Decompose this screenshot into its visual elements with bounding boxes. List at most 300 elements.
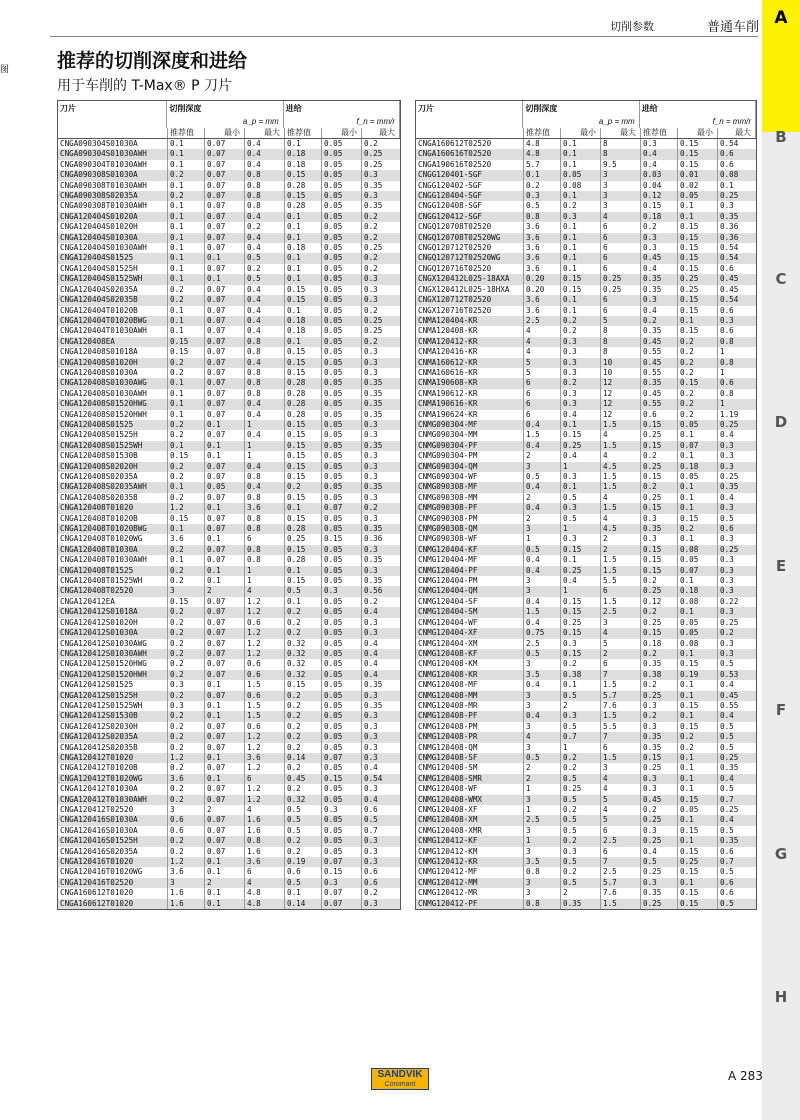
value-cell: 0.2 bbox=[168, 722, 205, 732]
table-row bbox=[416, 410, 756, 420]
table-row bbox=[58, 753, 400, 763]
value-cell: 5.5 bbox=[601, 722, 641, 732]
value-cell: 0.1 bbox=[168, 212, 205, 222]
value-cell: 0.05 bbox=[322, 691, 362, 701]
value-cell: 0.35 bbox=[364, 482, 383, 492]
value-cell: 0.07 bbox=[322, 753, 362, 763]
insert-code-cell: CNMG090304-PM bbox=[416, 451, 524, 461]
value-cell: 0.05 bbox=[322, 233, 362, 243]
value-cell: 0.05 bbox=[322, 306, 362, 316]
value-cell: 4 bbox=[601, 784, 641, 794]
value-cell: 1.2 bbox=[245, 743, 285, 753]
value-cell: 2 bbox=[601, 649, 641, 659]
value-cell: 0.15 bbox=[285, 441, 322, 451]
tab-e[interactable]: E bbox=[775, 557, 787, 575]
value-cell: 0.07 bbox=[205, 847, 245, 857]
value-cell: 0.07 bbox=[205, 732, 245, 742]
value-cell: 0.04 bbox=[641, 181, 678, 191]
value-cell: 0.4 bbox=[641, 306, 678, 316]
value-cell: 0.3 bbox=[561, 534, 601, 544]
insert-code-cell: CNGA120412EA bbox=[58, 597, 168, 607]
value-cell: 0.15 bbox=[678, 160, 718, 170]
header-divider bbox=[50, 36, 758, 37]
value-cell: 0.56 bbox=[364, 586, 383, 596]
value-cell: 1.5 bbox=[524, 430, 561, 440]
table-row bbox=[58, 566, 400, 576]
value-cell: 0.2 bbox=[168, 493, 205, 503]
insert-code-cell: CNGA120412S01525H bbox=[58, 691, 168, 701]
value-cell: 0.4 bbox=[641, 264, 678, 274]
insert-code-cell: CNGG120412-SGF bbox=[416, 212, 524, 222]
insert-code-cell: CNMA120408-KR bbox=[416, 326, 524, 336]
insert-code-cell: CNGA090304T01030AWH bbox=[58, 160, 168, 170]
value-cell: 0.15 bbox=[285, 545, 322, 555]
value-cell: 0.35 bbox=[364, 388, 383, 398]
value-cell: 0.25 bbox=[720, 472, 739, 481]
value-cell: 0.15 bbox=[641, 545, 678, 555]
value-cell: 0.2 bbox=[168, 368, 205, 378]
insert-code-cell: CNGA120404S01525WH bbox=[58, 274, 168, 284]
value-cell: 0.6 bbox=[641, 410, 678, 420]
value-cell: 0.2 bbox=[678, 524, 718, 534]
tab-h[interactable]: H bbox=[774, 988, 788, 1006]
insert-code-cell: CNGA120408S01018A bbox=[58, 347, 168, 357]
value-cell: 0.07 bbox=[205, 389, 245, 399]
insert-code-cell: CNMG120408-KR bbox=[416, 670, 524, 680]
value-cell: 0.8 bbox=[245, 472, 285, 482]
value-cell: 0.15 bbox=[678, 847, 718, 857]
value-cell: 0.8 bbox=[245, 545, 285, 555]
value-cell: 0.15 bbox=[678, 306, 718, 316]
value-cell: 0.18 bbox=[285, 243, 322, 253]
value-cell: 4 bbox=[601, 493, 641, 503]
value-cell: 12 bbox=[601, 399, 641, 409]
insert-code-cell: CNMG090304-PF bbox=[416, 441, 524, 451]
col-insert-header: 刀片 bbox=[416, 101, 523, 116]
insert-code-cell: CNGG120402-SGF bbox=[416, 181, 524, 191]
value-cell: 0.05 bbox=[678, 191, 718, 201]
col-depth-header: 切削深度 bbox=[523, 101, 639, 116]
table-row bbox=[416, 306, 756, 316]
value-cell: 1.5 bbox=[601, 899, 641, 909]
table-row bbox=[58, 389, 400, 399]
col-feed-header: 进给 bbox=[284, 101, 400, 116]
insert-code-cell: CNMG120408-SF bbox=[416, 753, 524, 763]
sandvik-logo bbox=[371, 1068, 429, 1090]
value-cell: 2.5 bbox=[524, 815, 561, 825]
insert-code-cell: CNGA120412S01525 bbox=[58, 680, 168, 690]
value-cell: 0.07 bbox=[205, 670, 245, 680]
insert-code-cell: CNGA120408S01030AWH bbox=[58, 389, 168, 399]
value-cell: 1.6 bbox=[168, 899, 205, 909]
table-row bbox=[416, 181, 756, 191]
value-cell: 0.5 bbox=[720, 867, 734, 877]
table-row bbox=[416, 732, 756, 742]
table-row bbox=[416, 545, 756, 555]
value-cell: 2.5 bbox=[601, 867, 641, 877]
value-cell: 0.3 bbox=[641, 514, 678, 524]
value-cell: 6 bbox=[601, 243, 641, 253]
value-cell: 2 bbox=[524, 763, 561, 773]
table-row bbox=[58, 888, 400, 898]
value-cell: 0.2 bbox=[561, 659, 601, 669]
value-cell: 0.05 bbox=[322, 763, 362, 773]
value-cell: 1.5 bbox=[601, 555, 641, 565]
value-cell: 3.6 bbox=[524, 253, 561, 263]
insert-code-cell: CNMG120404-WF bbox=[416, 618, 524, 628]
value-cell: 0.07 bbox=[205, 347, 245, 357]
value-cell: 0.4 bbox=[524, 441, 561, 451]
table-row bbox=[58, 316, 400, 326]
value-cell: 0.05 bbox=[322, 826, 362, 836]
insert-code-cell: CNGA120412S02035B bbox=[58, 743, 168, 753]
value-cell: 0.05 bbox=[322, 836, 362, 846]
value-cell: 0.15 bbox=[678, 888, 718, 898]
value-cell: 0.05 bbox=[322, 181, 362, 191]
insert-code-cell: CNGA120412S02035A bbox=[58, 732, 168, 742]
value-cell: 3 bbox=[524, 701, 561, 711]
value-cell: 0.15 bbox=[285, 358, 322, 368]
value-cell: 0.8 bbox=[720, 388, 734, 398]
table-row bbox=[58, 410, 400, 420]
value-cell: 0.15 bbox=[678, 295, 718, 305]
insert-code-cell: CNMG090308-PM bbox=[416, 514, 524, 524]
insert-code-cell: CNGA120408S01530B bbox=[58, 451, 168, 461]
value-cell: 3 bbox=[601, 763, 641, 773]
value-cell: 0.05 bbox=[322, 451, 362, 461]
value-cell: 0.05 bbox=[322, 847, 362, 857]
value-cell: 0.1 bbox=[561, 160, 601, 170]
value-cell: 0.07 bbox=[678, 441, 718, 451]
value-cell: 0.2 bbox=[168, 430, 205, 440]
value-cell: 0.05 bbox=[322, 732, 362, 742]
table-row bbox=[416, 524, 756, 534]
value-cell: 0.5 bbox=[720, 742, 734, 752]
table-row bbox=[58, 659, 400, 669]
value-cell: 0.07 bbox=[205, 493, 245, 503]
tab-f[interactable]: F bbox=[775, 701, 787, 719]
value-cell: 2 bbox=[524, 774, 561, 784]
value-cell: 0.25 bbox=[364, 159, 383, 169]
value-cell: 0.3 bbox=[364, 274, 378, 284]
value-cell: 0.1 bbox=[678, 493, 718, 503]
table-row bbox=[416, 805, 756, 815]
value-cell: 0.6 bbox=[245, 691, 285, 701]
col-insert-header: 刀片 bbox=[58, 101, 167, 116]
value-cell: 0.45 bbox=[641, 337, 678, 347]
value-cell: 0.3 bbox=[364, 752, 378, 762]
value-cell: 0.4 bbox=[720, 680, 734, 690]
value-cell: 1 bbox=[524, 805, 561, 815]
table-row bbox=[58, 253, 400, 263]
value-cell: 3 bbox=[524, 878, 561, 888]
value-cell: 0.1 bbox=[561, 253, 601, 263]
table-row bbox=[58, 358, 400, 368]
value-cell: 0.08 bbox=[678, 545, 718, 555]
table-row bbox=[416, 649, 756, 659]
insert-code-cell: CNGA120408S01030AWG bbox=[58, 378, 168, 388]
value-cell: 0.07 bbox=[205, 555, 245, 565]
value-cell: 0.07 bbox=[205, 472, 245, 482]
value-cell: 6 bbox=[601, 847, 641, 857]
tab-d[interactable]: D bbox=[774, 413, 788, 431]
value-cell: 2 bbox=[205, 586, 245, 596]
value-cell: 0.54 bbox=[720, 243, 739, 253]
value-cell: 8 bbox=[601, 139, 641, 149]
value-cell: 1.5 bbox=[524, 607, 561, 617]
value-cell: 6 bbox=[524, 378, 561, 388]
insert-code-cell: CNGA190616T02520 bbox=[416, 160, 524, 170]
value-cell: 0.8 bbox=[524, 899, 561, 909]
tab-g[interactable]: G bbox=[774, 845, 788, 863]
value-cell: 0.05 bbox=[322, 462, 362, 472]
table-row bbox=[58, 451, 400, 461]
value-cell: 0.05 bbox=[322, 597, 362, 607]
value-cell: 0.25 bbox=[601, 285, 641, 295]
value-cell: 0.15 bbox=[678, 264, 718, 274]
value-cell: 0.1 bbox=[561, 555, 601, 565]
value-cell: 0.2 bbox=[168, 566, 205, 576]
value-cell: 1.2 bbox=[168, 857, 205, 867]
value-cell: 0.2 bbox=[364, 596, 378, 606]
insert-code-cell: CNGA120412S02030H bbox=[58, 722, 168, 732]
value-cell: 2.5 bbox=[524, 639, 561, 649]
value-cell: 1.5 bbox=[245, 711, 285, 721]
value-cell: 3.6 bbox=[524, 243, 561, 253]
value-cell: 0.5 bbox=[245, 274, 285, 284]
value-cell: 1.6 bbox=[245, 815, 285, 825]
value-cell: 0.3 bbox=[720, 461, 734, 471]
table-row bbox=[58, 295, 400, 305]
table-row bbox=[416, 274, 756, 284]
value-cell: 0.2 bbox=[678, 358, 718, 368]
value-cell: 0.35 bbox=[641, 524, 678, 534]
value-cell: 0.4 bbox=[245, 233, 285, 243]
value-cell: 7.6 bbox=[601, 701, 641, 711]
insert-code-cell: CNGA120412T01030AWH bbox=[58, 795, 168, 805]
value-cell: 0.4 bbox=[720, 711, 734, 721]
value-cell: 0.15 bbox=[285, 462, 322, 472]
value-cell: 0.05 bbox=[322, 399, 362, 409]
table-row bbox=[416, 420, 756, 430]
value-cell: 0.5 bbox=[561, 493, 601, 503]
insert-code-cell: CNGX120712T02520 bbox=[416, 295, 524, 305]
table-row bbox=[58, 691, 400, 701]
value-cell: 0.3 bbox=[561, 847, 601, 857]
value-cell: 0.3 bbox=[364, 617, 378, 627]
value-cell: 3.5 bbox=[524, 670, 561, 680]
value-cell: 0.05 bbox=[322, 576, 362, 586]
value-cell: 1 bbox=[561, 462, 601, 472]
value-cell: 0.3 bbox=[720, 576, 734, 586]
value-cell: 0.05 bbox=[322, 482, 362, 492]
value-cell: 3 bbox=[168, 805, 205, 815]
value-cell: 0.18 bbox=[678, 586, 718, 596]
insert-code-cell: CNGA120408S01525 bbox=[58, 420, 168, 430]
value-cell: 0.35 bbox=[641, 378, 678, 388]
insert-code-cell: CNGQ120708T02520WG bbox=[416, 233, 524, 243]
value-cell: 0.2 bbox=[678, 368, 718, 378]
value-cell: 0.35 bbox=[641, 732, 678, 742]
value-cell: 0.4 bbox=[245, 149, 285, 159]
value-cell: 0.15 bbox=[561, 545, 601, 555]
table-row bbox=[416, 774, 756, 784]
value-cell: 0.1 bbox=[678, 451, 718, 461]
value-cell: 0.5 bbox=[720, 513, 734, 523]
insert-code-cell: CNGA120412S01030AWH bbox=[58, 649, 168, 659]
table-row bbox=[416, 763, 756, 773]
value-cell: 0.4 bbox=[524, 618, 561, 628]
value-cell: 0.15 bbox=[285, 472, 322, 482]
value-cell: 3.6 bbox=[245, 503, 285, 513]
value-cell: 0.1 bbox=[285, 597, 322, 607]
value-cell: 0.2 bbox=[678, 337, 718, 347]
value-cell: 0.1 bbox=[168, 482, 205, 492]
value-cell: 1.5 bbox=[601, 503, 641, 513]
value-cell: 0.35 bbox=[364, 409, 383, 419]
insert-code-cell: CNMA120404-KR bbox=[416, 316, 524, 326]
value-cell: 0.8 bbox=[524, 212, 561, 222]
value-cell: 0.2 bbox=[285, 743, 322, 753]
value-cell: 4.8 bbox=[245, 888, 285, 898]
value-cell: 0.3 bbox=[561, 472, 601, 482]
table-row bbox=[58, 628, 400, 638]
value-cell: 1.5 bbox=[245, 680, 285, 690]
insert-code-cell: CNGA090308T01030AWH bbox=[58, 181, 168, 191]
table-row bbox=[58, 514, 400, 524]
value-cell: 0.28 bbox=[285, 389, 322, 399]
value-cell: 6 bbox=[524, 399, 561, 409]
value-cell: 0.1 bbox=[205, 451, 245, 461]
value-cell: 5.7 bbox=[601, 691, 641, 701]
value-cell: 0.05 bbox=[322, 795, 362, 805]
table-row bbox=[416, 493, 756, 503]
value-cell: 9.5 bbox=[601, 160, 641, 170]
value-cell: 0.05 bbox=[322, 743, 362, 753]
insert-code-cell: CNGA120408T01030AWH bbox=[58, 555, 168, 565]
value-cell: 0.07 bbox=[322, 888, 362, 898]
insert-code-cell: CNMG120412-MF bbox=[416, 867, 524, 877]
value-cell: 0.1 bbox=[168, 181, 205, 191]
value-cell: 0.1 bbox=[561, 243, 601, 253]
insert-code-cell: CNGQ120716T02520 bbox=[416, 264, 524, 274]
value-cell: 0.15 bbox=[285, 191, 322, 201]
col-min: 最小 bbox=[678, 128, 718, 138]
value-cell: 0.1 bbox=[285, 503, 322, 513]
insert-code-cell: CNGA120416S01525H bbox=[58, 836, 168, 846]
value-cell: 0.1 bbox=[285, 233, 322, 243]
value-cell: 0.15 bbox=[678, 514, 718, 524]
value-cell: 0.1 bbox=[205, 867, 245, 877]
insert-code-cell: CNGA120404T01020B bbox=[58, 306, 168, 316]
value-cell: 0.3 bbox=[364, 836, 378, 846]
insert-code-cell: CNMA120412-KR bbox=[416, 337, 524, 347]
tab-a[interactable]: A bbox=[762, 0, 800, 132]
insert-code-cell: CNGA120404S01525H bbox=[58, 264, 168, 274]
insert-code-cell: CNGA120408S01525WH bbox=[58, 441, 168, 451]
table-row bbox=[416, 701, 756, 711]
table-row bbox=[58, 149, 400, 159]
margin-mark: 图 bbox=[0, 65, 10, 75]
value-cell: 0.8 bbox=[245, 514, 285, 524]
value-cell: 0.15 bbox=[641, 628, 678, 638]
insert-code-cell: CNGX120412L025-18AXA bbox=[416, 274, 524, 284]
insert-code-cell: CNMG120408-MR bbox=[416, 701, 524, 711]
value-cell: 0.6 bbox=[168, 815, 205, 825]
value-cell: 0.3 bbox=[561, 347, 601, 357]
value-cell: 0.2 bbox=[168, 795, 205, 805]
table-row bbox=[416, 836, 756, 846]
value-cell: 0.05 bbox=[322, 264, 362, 274]
value-cell: 0.35 bbox=[641, 285, 678, 295]
value-cell: 0.3 bbox=[561, 389, 601, 399]
value-cell: 0.1 bbox=[205, 701, 245, 711]
value-cell: 0.07 bbox=[205, 233, 245, 243]
value-cell: 4 bbox=[601, 628, 641, 638]
value-cell: 1 bbox=[524, 836, 561, 846]
value-cell: 0.55 bbox=[641, 368, 678, 378]
table-row bbox=[416, 191, 756, 201]
value-cell: 0.6 bbox=[168, 826, 205, 836]
value-cell: 0.45 bbox=[720, 690, 739, 700]
value-cell: 10 bbox=[601, 368, 641, 378]
value-cell: 0.15 bbox=[641, 472, 678, 482]
value-cell: 0.4 bbox=[641, 160, 678, 170]
value-cell: 0.1 bbox=[168, 326, 205, 336]
value-cell: 0.5 bbox=[720, 825, 734, 835]
tab-c[interactable]: C bbox=[775, 270, 787, 288]
value-cell: 12 bbox=[601, 410, 641, 420]
insert-code-cell: CNGA090304S01030A bbox=[58, 139, 168, 149]
value-cell: 0.2 bbox=[561, 316, 601, 326]
value-cell: 0.2 bbox=[168, 285, 205, 295]
value-cell: 0.05 bbox=[561, 170, 601, 180]
value-cell: 0.2 bbox=[641, 482, 678, 492]
value-cell: 0.2 bbox=[641, 451, 678, 461]
tab-b[interactable]: B bbox=[775, 128, 787, 146]
insert-code-cell: CNMG120404-XF bbox=[416, 628, 524, 638]
value-cell: 2.5 bbox=[524, 316, 561, 326]
value-cell: 0.25 bbox=[678, 857, 718, 867]
value-cell: 0.15 bbox=[322, 774, 362, 784]
value-cell: 0.18 bbox=[285, 326, 322, 336]
value-cell: 5 bbox=[601, 795, 641, 805]
value-cell: 0.1 bbox=[205, 441, 245, 451]
value-cell: 0.2 bbox=[364, 503, 378, 513]
value-cell: 1.2 bbox=[168, 503, 205, 513]
value-cell: 0.15 bbox=[285, 368, 322, 378]
value-cell: 3 bbox=[524, 722, 561, 732]
value-cell: 0.1 bbox=[205, 420, 245, 430]
value-cell: 0.4 bbox=[364, 607, 378, 617]
value-cell: 4 bbox=[601, 451, 641, 461]
value-cell: 0.8 bbox=[245, 201, 285, 211]
value-cell: 12 bbox=[601, 389, 641, 399]
value-cell: 0.2 bbox=[364, 253, 378, 263]
table-row bbox=[58, 337, 400, 347]
value-cell: 0.4 bbox=[641, 149, 678, 159]
insert-code-cell: CNGA120404S02035B bbox=[58, 295, 168, 305]
value-cell: 6 bbox=[524, 389, 561, 399]
value-cell: 0.05 bbox=[322, 347, 362, 357]
value-cell: 1.5 bbox=[245, 701, 285, 711]
value-cell: 0.07 bbox=[205, 743, 245, 753]
value-cell: 0.2 bbox=[561, 201, 601, 211]
value-cell: 0.1 bbox=[678, 784, 718, 794]
value-cell: 4 bbox=[601, 805, 641, 815]
table-row bbox=[58, 243, 400, 253]
value-cell: 0.2 bbox=[285, 784, 322, 794]
